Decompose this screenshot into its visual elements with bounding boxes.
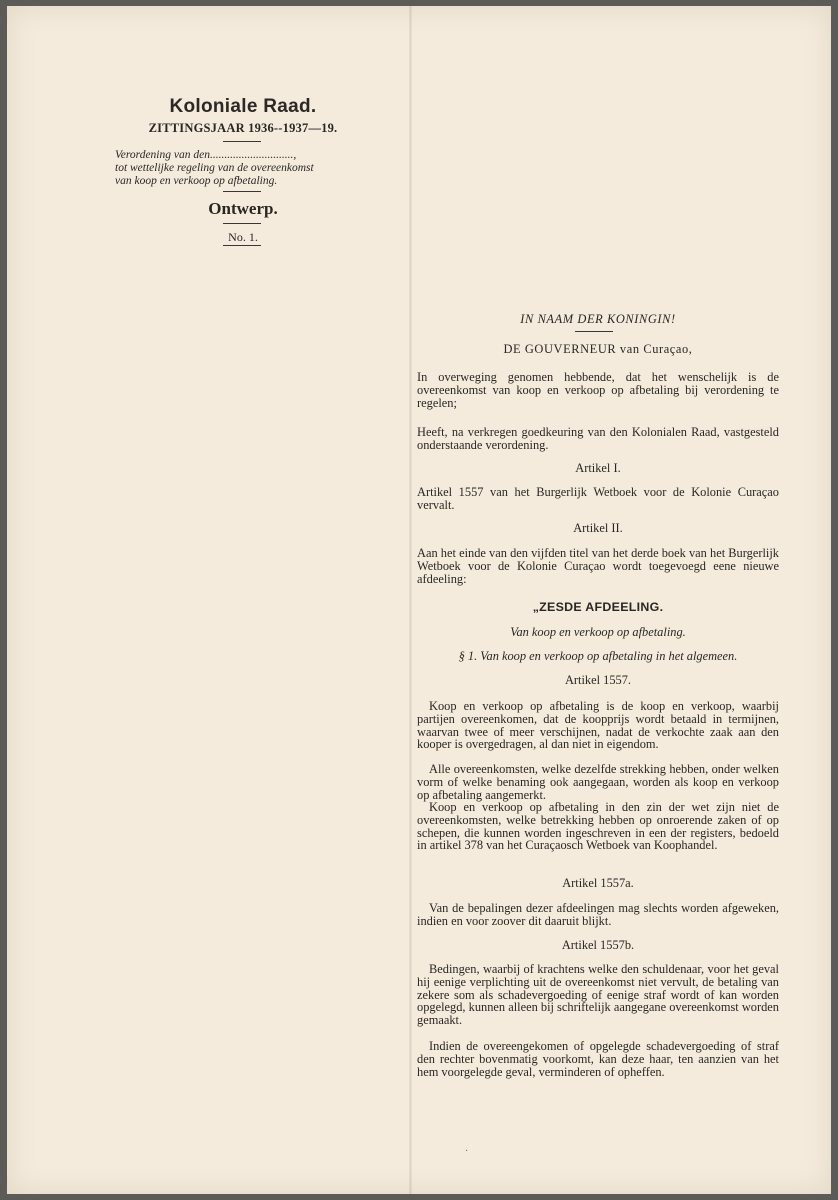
article-heading: Artikel I.	[575, 461, 621, 475]
divider	[223, 141, 261, 142]
article-text: Aan het einde van den vijfden titel van het derde boek van het Burgerlijk Wetboek voor de Kolonie Curaçao wordt toegevoegd eene nieuwe afdeeling:	[417, 546, 779, 586]
document-page	[7, 6, 831, 1194]
paragraph-title: § 1. Van koop en verkoop op afbetaling in het algemeen.	[458, 649, 738, 663]
section-subtitle: Van koop en verkoop op afbetaling.	[510, 625, 686, 639]
article-heading: Artikel II.	[573, 521, 623, 535]
document-number: No. 1.	[228, 230, 258, 244]
invocation: IN NAAM DER KONINGIN!	[520, 312, 676, 326]
divider	[223, 245, 261, 246]
governor-line: DE GOUVERNEUR van Curaçao,	[503, 342, 693, 356]
section-title: „ZESDE AFDEELING.	[532, 600, 664, 614]
ordinance-line: van koop en verkoop op afbetaling.	[115, 175, 278, 187]
ordinance-line: tot wettelijke regeling van de overeenkomst	[115, 162, 314, 174]
divider	[575, 331, 613, 332]
divider	[223, 191, 261, 192]
article-text: Indien de overeengekomen of opgelegde schadevergoeding of straf den rechter bovenmatig voorkomt, kan deze haar, ten aanzien van het hem voorgelegde geval, verminderen of opheffen.	[417, 1039, 779, 1079]
considering-paragraph: In overweging genomen hebbende, dat het wenschelijk is de overeenkomst van koop en verkoop op afbetaling bij verordening te regelen;	[417, 370, 779, 410]
article-text: Alle overeenkomsten, welke dezelfde strekking hebben, onder welken vorm of welke benaming ook aangegaan, worden als koop en verkoop op afbetaling aangemerkt.	[417, 762, 779, 802]
article-text: Artikel 1557 van het Burgerlijk Wetboek voor de Kolonie Curaçao vervalt.	[417, 485, 779, 512]
session-year: ZITTINGSJAAR 1936--1937—19.	[148, 121, 338, 135]
article-text: Van de bepalingen dezer afdeelingen mag slechts worden afgeweken, indien en voor zoover dit daaruit blijkt.	[417, 901, 779, 928]
draft-label: Ontwerp.	[208, 199, 278, 218]
approval-paragraph: Heeft, na verkregen goedkeuring van den Kolonialen Raad, vastgesteld onderstaande verordening.	[417, 425, 779, 452]
paper-speck: ·	[465, 1146, 469, 1157]
article-heading: Artikel 1557.	[564, 673, 632, 687]
ordinance-line: Verordening van den.............................,	[115, 149, 297, 161]
divider	[223, 223, 261, 224]
article-heading: Artikel 1557a.	[562, 876, 634, 890]
article-text: Koop en verkoop op afbetaling is de koop en verkoop, waarbij partijen overeenkomen, dat de koopprijs wordt betaald in termijnen, waarvan twee of meer verschijnen, nadat de verkochte zaak aan den kooper is overgedragen, al dan niet in eigendom.	[417, 699, 779, 752]
council-title: Koloniale Raad.	[169, 96, 317, 117]
article-text: Koop en verkoop op afbetaling in den zin der wet zijn niet de overeenkomsten, welke betrekking hebben op onroerende zaken of op schepen, die kunnen worden ingeschreven in een der registers, bedoeld in artikel 378 van het Curaçaosch Wetboek van Koophandel.	[417, 800, 779, 853]
article-text: Bedingen, waarbij of krachtens welke den schuldenaar, voor het geval hij eenige verplichting uit de overeenkomst niet vervult, de betaling van zekere som als schadevergoeding of eenige straf wordt of kan worden opgelegd, kunnen alleen bij schriftelijk aangegane overeenkomst worden gemaakt.	[417, 962, 779, 1028]
article-heading: Artikel 1557b.	[561, 938, 635, 952]
page-fold	[409, 6, 412, 1194]
ordinance-title	[115, 149, 375, 188]
